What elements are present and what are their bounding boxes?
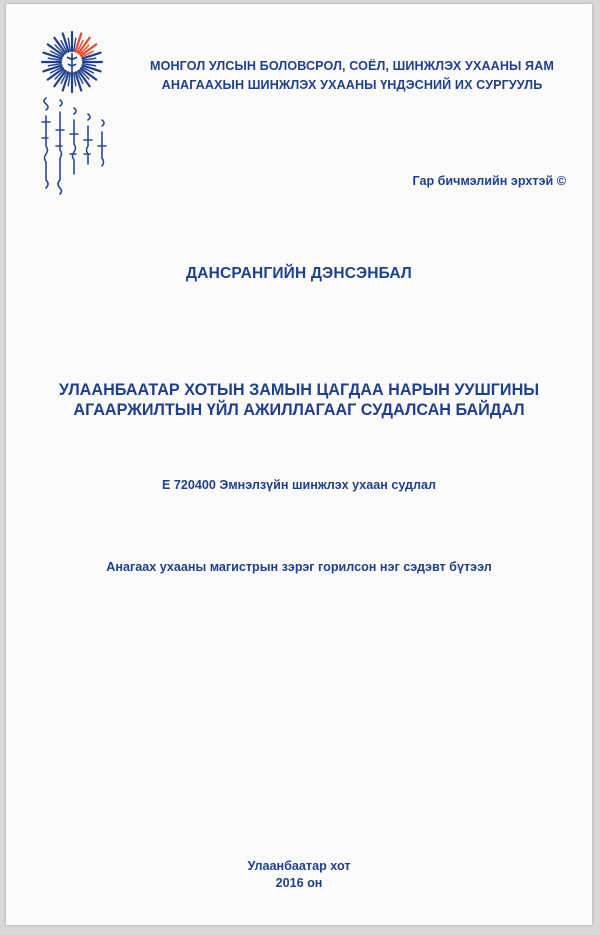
university-name: АНАГААХЫН ШИНЖЛЭХ УХААНЫ ҮНДЭСНИЙ ИХ СУРГУУЛЬ bbox=[161, 78, 543, 92]
degree-note: Анагаах ухааны магистрын зэрэг горилсон нэг сэдэвт бүтээл bbox=[106, 560, 492, 574]
author-name: ДАНСРАНГИЙН ДЭНСЭНБАЛ bbox=[185, 265, 413, 282]
university-emblem-icon bbox=[32, 22, 112, 212]
year: 2016 он bbox=[275, 876, 323, 890]
document-page bbox=[6, 4, 592, 925]
thesis-title-line-1: УЛААНБААТАР ХОТЫН ЗАМЫН ЦАГДАА НАРЫН УУШГИНЫ bbox=[58, 381, 540, 399]
copyright-note: Гар бичмэлийн эрхтэй © bbox=[412, 174, 566, 188]
ministry-name: МОНГОЛ УЛСЫН БОЛОВСРОЛ, СОЁЛ, ШИНЖЛЭХ УХААНЫ ЯАМ bbox=[150, 59, 554, 73]
thesis-title-line-2: АГААРЖИЛТЫН ҮЙЛ АЖИЛЛАГААГ СУДАЛСАН БАЙДАЛ bbox=[73, 401, 525, 419]
place-and-year bbox=[6, 858, 592, 892]
institution-header bbox=[116, 57, 588, 95]
thesis-title bbox=[6, 380, 592, 420]
specialty-code: Е 720400 Эмнэлзүйн шинжлэх ухаан судлал bbox=[161, 478, 437, 492]
city: Улаанбаатар хот bbox=[247, 859, 351, 873]
